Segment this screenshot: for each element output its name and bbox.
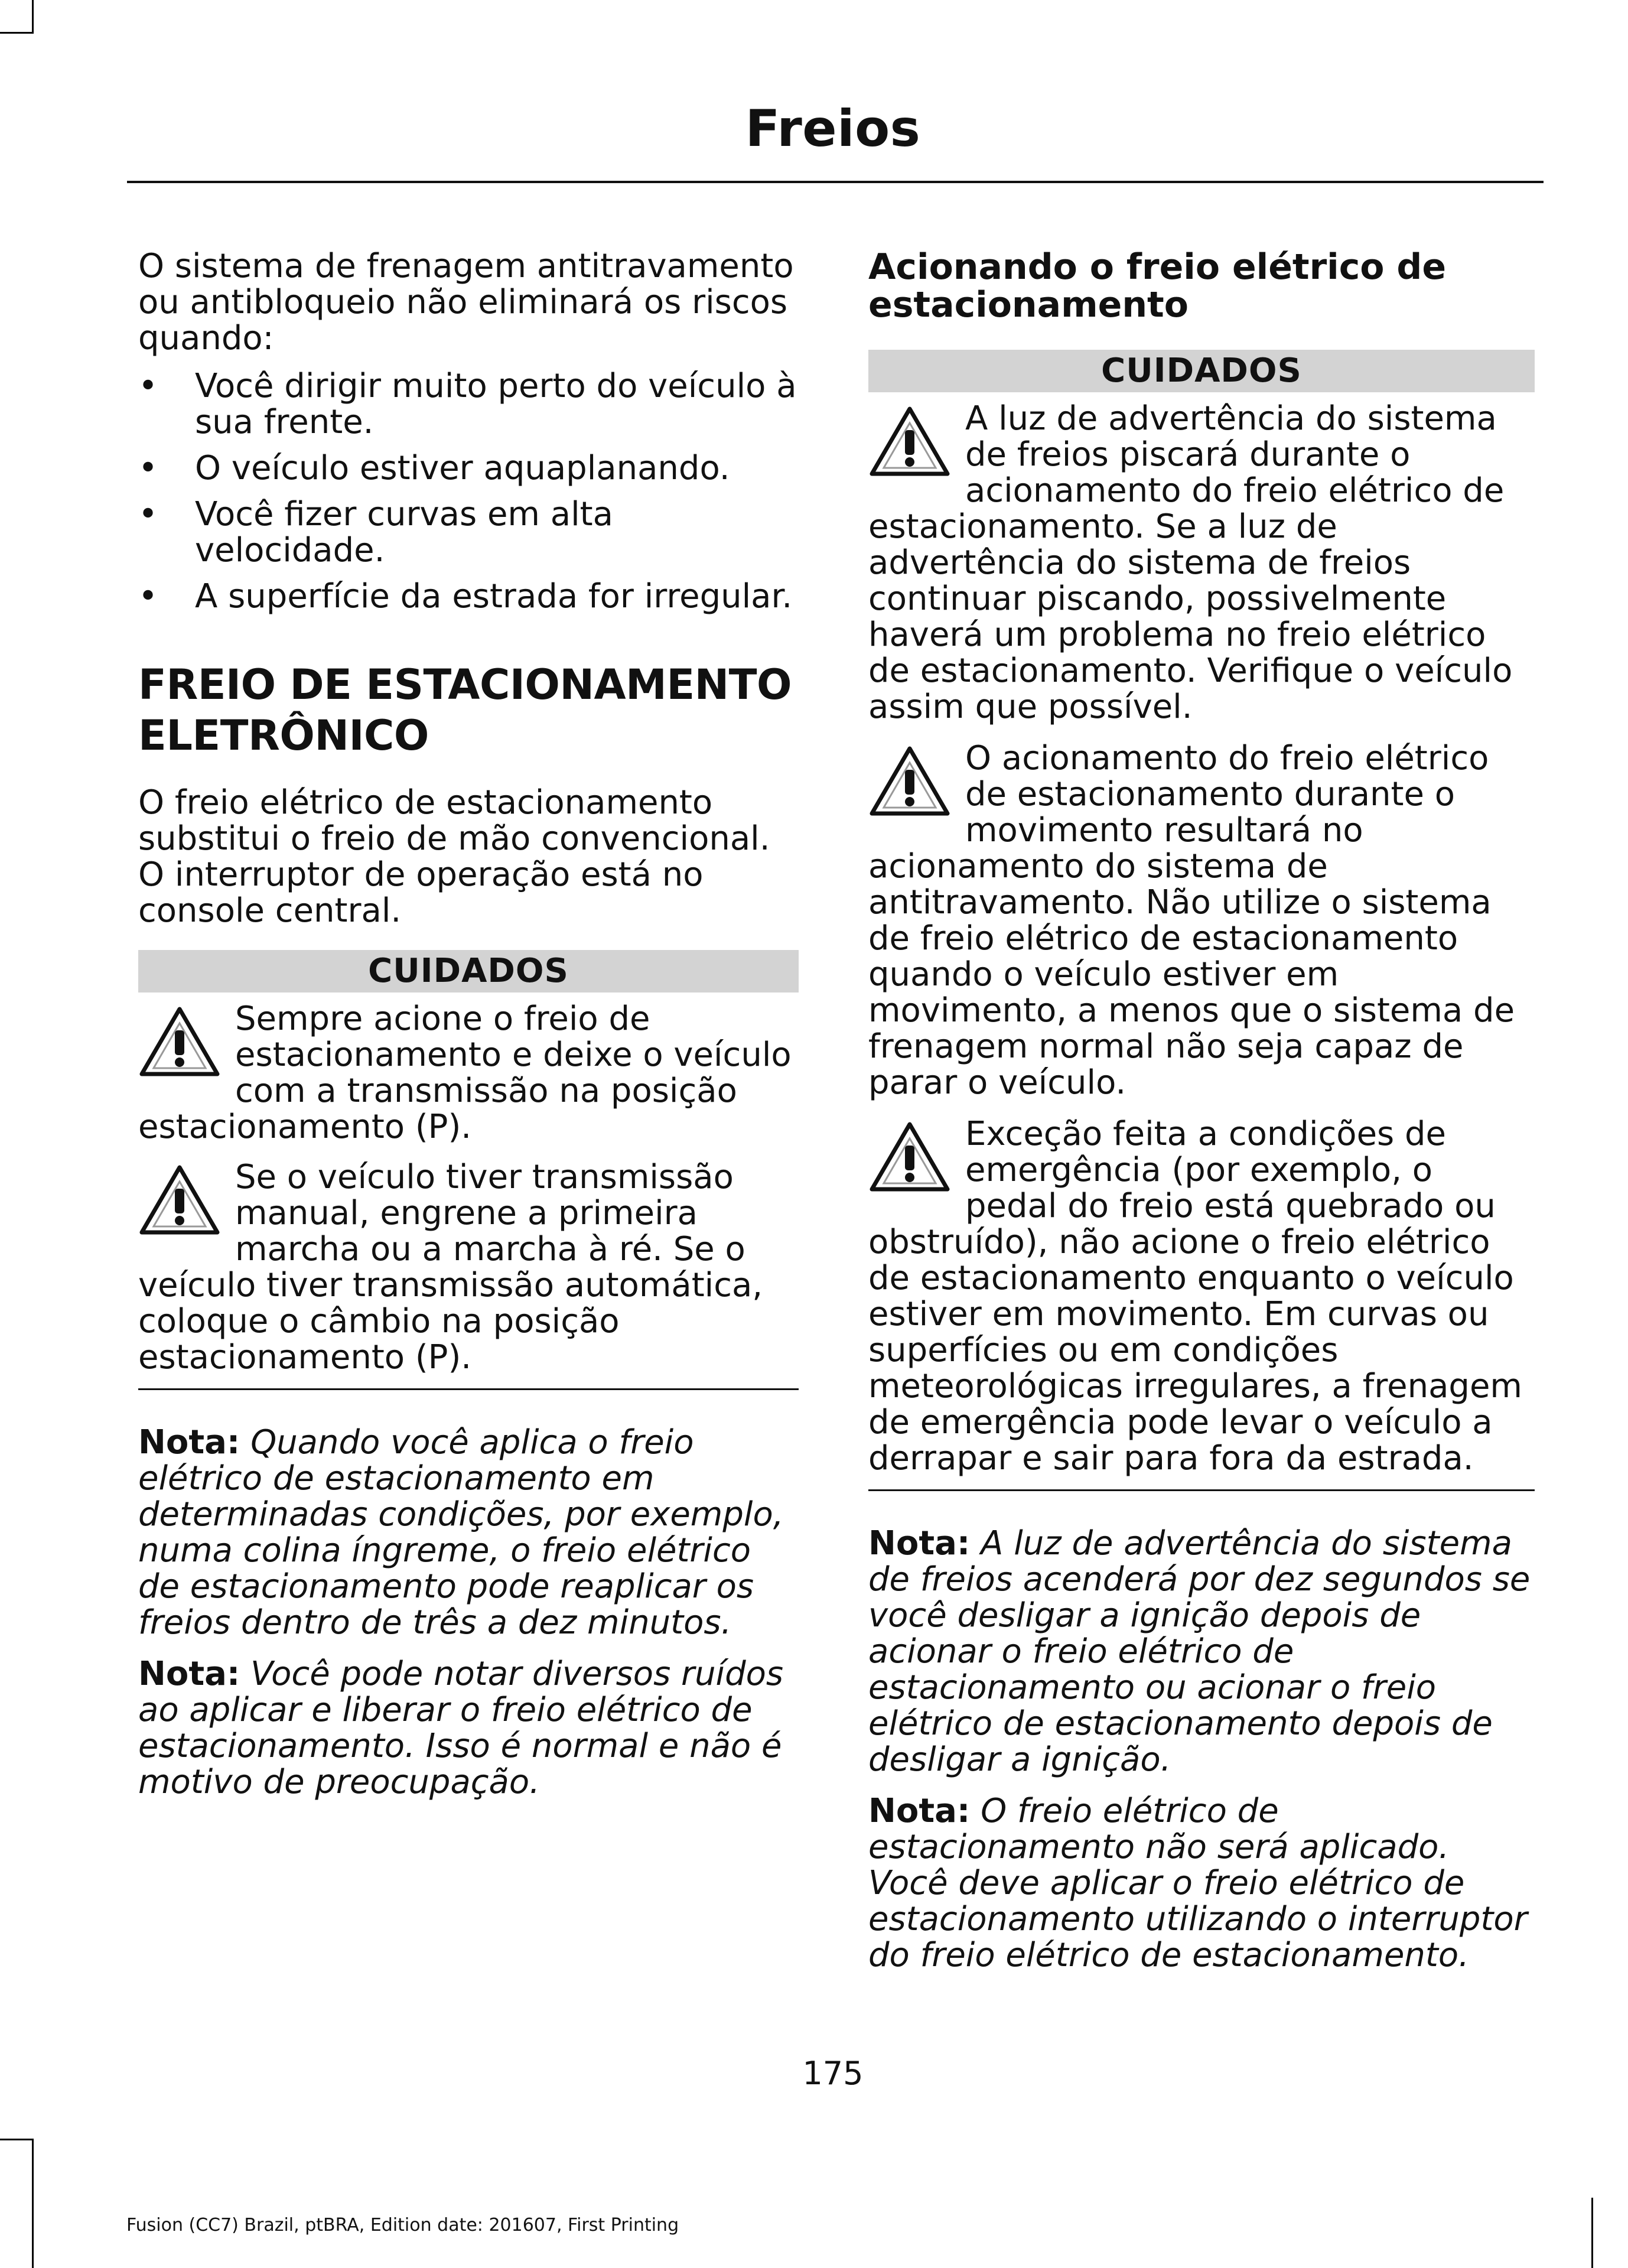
- crop-mark: [32, 0, 34, 34]
- crop-mark: [32, 2139, 34, 2268]
- warning-icon: [138, 1164, 221, 1236]
- warning-text: A luz de advertência do sistema de freios piscará durante o acionamento do freio elétrico de estacionamento. Se a luz de advertência do sistema de freios continuar piscando, possivelmente haverá um problema no freio elétrico de estacionamento. Verifique o veículo assim que possível.: [868, 399, 1513, 726]
- right-column: [868, 248, 1535, 1973]
- note: [138, 1656, 799, 1800]
- bullet-icon: •: [138, 495, 158, 533]
- list-item: • A superfície da estrada for irregular.: [138, 577, 793, 616]
- crop-mark: [0, 2139, 32, 2140]
- divider: [868, 1489, 1535, 1491]
- warning-block: [868, 1116, 1535, 1476]
- header-rule: [127, 181, 1544, 183]
- left-column: [138, 248, 799, 1800]
- note: [138, 1424, 799, 1641]
- note: [868, 1793, 1535, 1973]
- crop-mark: [0, 32, 32, 34]
- warning-block: [868, 740, 1535, 1101]
- warning-text: Se o veículo tiver transmissão manual, engrene a primeira marcha ou a marcha à ré. Se o veículo tiver transmissão automática, coloque o câmbio na posição estacionamento (P).: [138, 1158, 763, 1377]
- warning-text: O acionamento do freio elétrico de estacionamento durante o movimento resultará no acionamento do sistema de antitravamento. Não utilize o sistema de freio elétrico de estacionamento quando o veículo estiver em movimento, a menos que o sistema de frenagem normal não seja capaz de parar o veículo.: [868, 739, 1515, 1102]
- warning-text: Sempre acione o freio de estacionamento e deixe o veículo com a transmissão na posição estacionamento (P).: [138, 1000, 792, 1146]
- section-text: O freio elétrico de estacionamento substitui o freio de mão convencional. O interruptor de operação está no console central.: [138, 783, 770, 930]
- caution-bar: CUIDADOS: [138, 950, 799, 993]
- crop-mark: [1591, 2198, 1593, 2268]
- bullet-icon: •: [138, 367, 158, 405]
- warning-block: [138, 1159, 799, 1375]
- warning-icon: [138, 1006, 221, 1078]
- bullet-icon: •: [138, 449, 158, 487]
- bullet-icon: •: [138, 577, 158, 616]
- warning-icon: [868, 405, 951, 477]
- warning-icon: [868, 745, 951, 817]
- note: [868, 1525, 1535, 1778]
- footer-text: Fusion (CC7) Brazil, ptBRA, Edition date: 201607, First Printing: [126, 2215, 679, 2236]
- section-heading: FREIO DE ESTACIONAMENTO ELETRÔNICO: [138, 660, 792, 760]
- note-text: A luz de advertência do sistema de freios acenderá por dez segundos se você desligar a ignição depois de acionar o freio elétrico de estacionamento ou acionar o freio elétrico de estacionamento depois de desligar a ignição.: [868, 1524, 1531, 1779]
- note-text: Você pode notar diversos ruídos ao aplicar e liberar o freio elétrico de estacionamento. Isso é normal e não é motivo de preocupação.: [138, 1655, 784, 1801]
- warning-icon: [868, 1121, 951, 1193]
- note-label: Nota:: [138, 1655, 240, 1693]
- warning-block: [138, 1001, 799, 1145]
- list-item: • Você dirigir muito perto do veículo à sua frente.: [138, 367, 797, 441]
- page-number: 175: [802, 2055, 864, 2092]
- warning-block: [868, 401, 1535, 725]
- divider: [138, 1388, 799, 1390]
- bullet-list: [138, 368, 799, 614]
- list-item: • Você fizer curvas em alta velocidade.: [138, 495, 613, 570]
- note-label: Nota:: [868, 1524, 971, 1563]
- intro-text: O sistema de frenagem antitravamento ou antibloqueio não eliminará os riscos quando:: [138, 247, 794, 357]
- page-title: Freios: [745, 99, 921, 158]
- note-label: Nota:: [868, 1792, 971, 1830]
- note-text: Quando você aplica o freio elétrico de estacionamento em determinadas condições, por exemplo, numa colina íngreme, o freio elétrico de estacionamento pode reaplicar os freios dentro de três a dez minutos.: [138, 1423, 784, 1642]
- list-item: • O veículo estiver aquaplanando.: [138, 449, 730, 487]
- warning-text: Exceção feita a condições de emergência (por exemplo, o pedal do freio está quebrado ou obstruído), não acione o freio elétrico de estacionamento enquanto o veículo estiver em movimento. Em curvas ou superfícies ou em condições meteorológicas irregulares, a frenagem de emergência pode levar o veículo a derrapar e sair para fora da estrada.: [868, 1115, 1522, 1478]
- subheading: Acionando o freio elétrico de estacionamento: [868, 246, 1447, 326]
- note-text: O freio elétrico de estacionamento não será aplicado. Você deve aplicar o freio elétrico de estacionamento utilizando o interruptor do freio elétrico de estacionamento.: [868, 1792, 1528, 1974]
- caution-bar: CUIDADOS: [868, 350, 1535, 392]
- note-label: Nota:: [138, 1423, 240, 1462]
